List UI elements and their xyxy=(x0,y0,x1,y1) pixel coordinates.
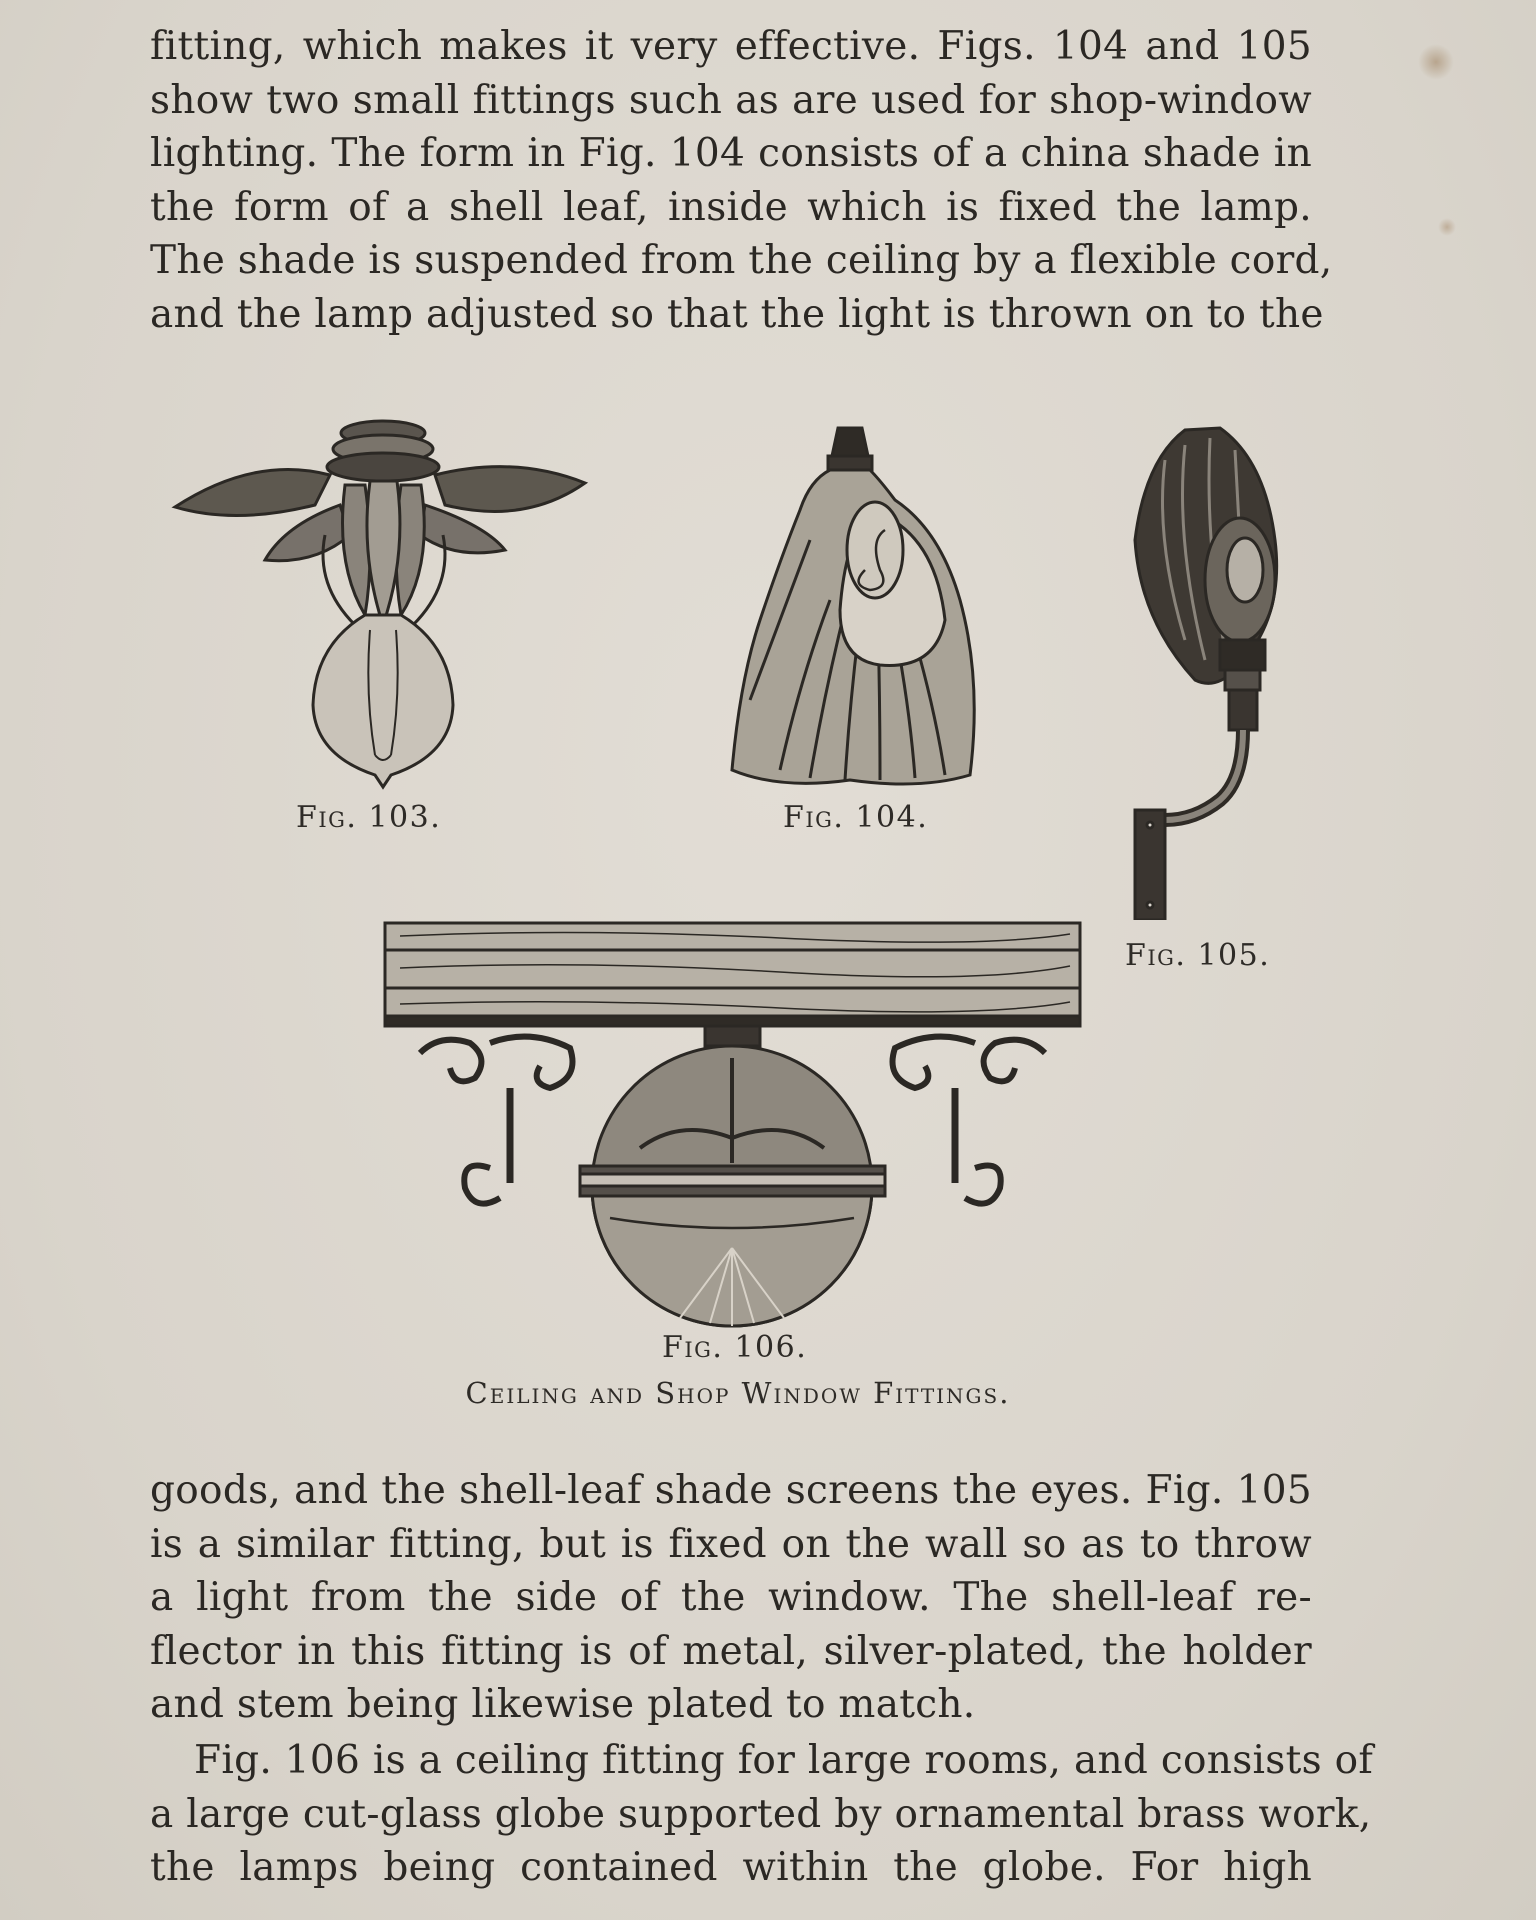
text-line: Fig. 106 is a ceiling fitting for large rooms, and consists of xyxy=(194,1738,1374,1783)
text-line: and stem being likewise plated to match. xyxy=(150,1682,976,1728)
text-line: fitting, which makes it very effective. Figs. 104 and 105 xyxy=(150,24,1312,69)
fig-105-label: Fig. 105. xyxy=(1125,938,1271,973)
text-line: is a similar fitting, but is fixed on the wall so as to throw xyxy=(150,1521,1312,1567)
figure-caption: Ceiling and Shop Window Fittings. xyxy=(465,1376,1011,1410)
fig-103-label: Fig. 103. xyxy=(296,800,442,835)
fig-104-label: Fig. 104. xyxy=(783,800,929,835)
text-line: flector in this fitting is of metal, silver-plated, the holder xyxy=(150,1628,1312,1674)
middle-paragraph xyxy=(150,1464,1312,1732)
fig-106-illustration xyxy=(380,918,1085,1328)
text-line: a light from the side of the window. The shell-leaf re- xyxy=(150,1575,1312,1621)
text-line: lighting. The form in Fig. 104 consists of a china shade in xyxy=(150,131,1312,177)
text-line: the lamps being contained within the globe. For high xyxy=(150,1845,1312,1891)
text-line: the form of a shell leaf, inside which is fixed the lamp. xyxy=(150,184,1312,230)
top-paragraph xyxy=(150,20,1333,342)
text-line: and the lamp adjusted so that the light is thrown on to the xyxy=(150,291,1324,337)
text-line: a large cut-glass globe supported by ornamental brass work, xyxy=(150,1791,1372,1837)
fig-103-illustration xyxy=(165,415,595,795)
paper-stain xyxy=(1418,44,1454,80)
bottom-paragraph xyxy=(150,1734,1374,1895)
text-line: The shade is suspended from the ceiling by a flexible cord, xyxy=(150,238,1333,284)
fig-105-illustration xyxy=(1125,420,1315,920)
fig-104-illustration xyxy=(720,420,980,800)
text-line: show two small fittings such as are used for shop-window xyxy=(150,77,1312,123)
text-line: goods, and the shell-leaf shade screens the eyes. Fig. 105 xyxy=(150,1468,1312,1513)
fig-106-label: Fig. 106. xyxy=(662,1330,808,1365)
paper-stain xyxy=(1438,218,1456,236)
